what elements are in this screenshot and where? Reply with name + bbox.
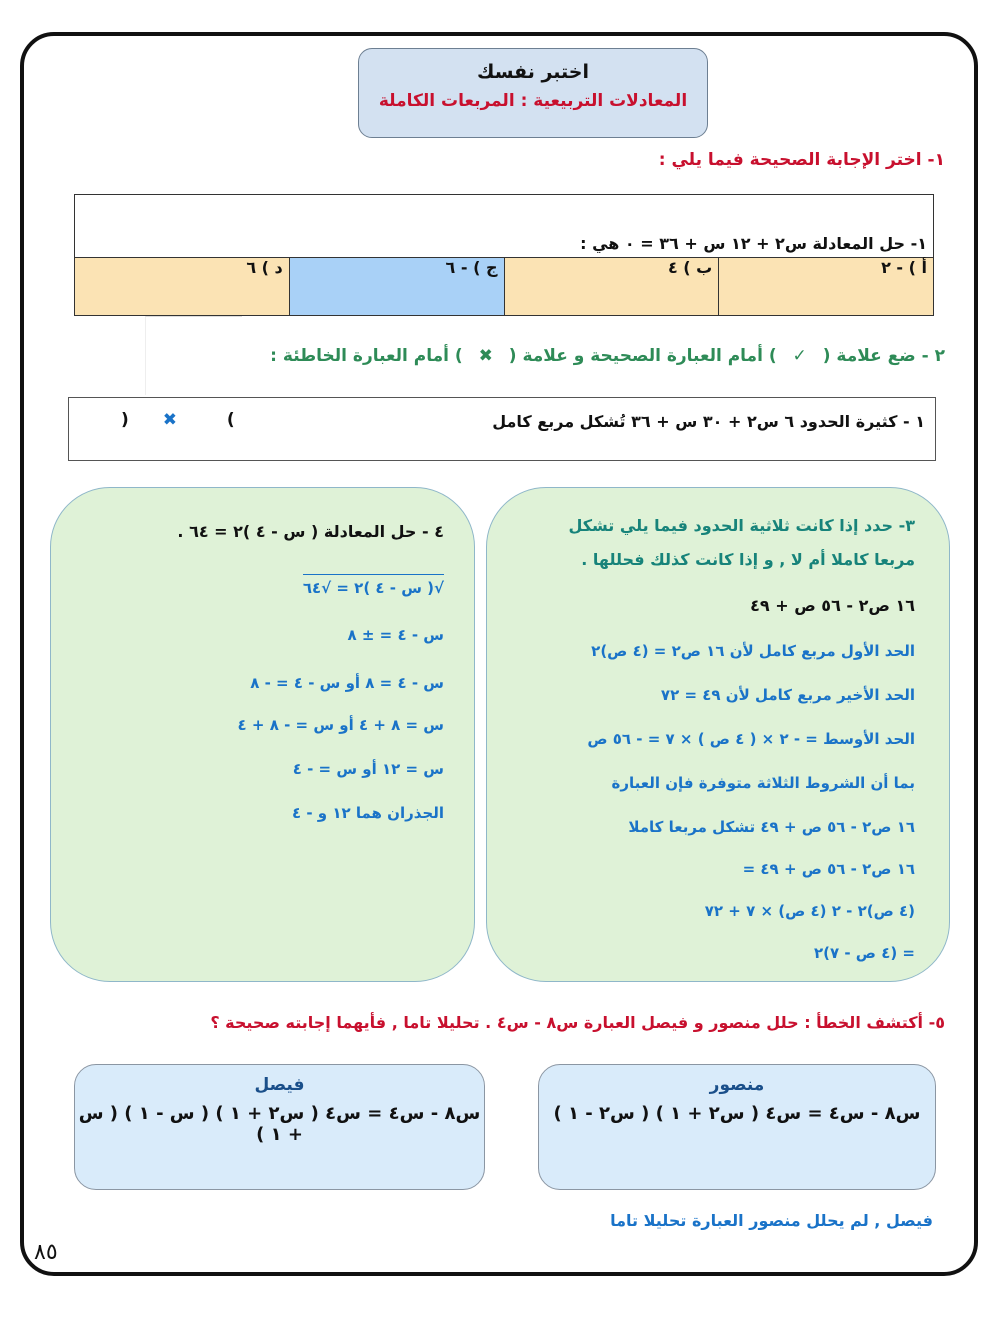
q3-heading-line2: مربعا كاملا أم لا , و إذا كانت كذلك فحللها . (581, 550, 915, 569)
check-mark-icon: ✓ (792, 346, 807, 366)
q3-step: الحد الأول مربع كامل لأن ١٦ ص٢ = (٤ ص)٢ (591, 642, 915, 660)
q4-heading: ٤ - حل المعادلة ( س - ٤ )٢ = ٦٤ . (177, 522, 444, 541)
q4-box (50, 487, 475, 982)
q3-step: = (٤ ص - ٧)٢ (813, 944, 915, 962)
q2-answer-close: ) (121, 410, 129, 430)
q1-heading: ١- اختر الإجابة الصحيحة فيما يلي : (658, 150, 945, 170)
q3-step: بما أن الشروط الثلاثة متوفرة فإن العبارة (611, 774, 915, 792)
q4-step: س - ٤ = ٨ أو س - ٤ = - ٨ (250, 674, 444, 692)
q2-statement: ١ - كثيرة الحدود ٦ س٢ + ٣٠ س + ٣٦ تُشكل مربع كامل (492, 412, 925, 431)
page-title: اختبر نفسك (477, 61, 589, 83)
q2-heading-part3: ) أمام العبارة الخاطئة : (270, 346, 463, 366)
q2-answer-open: ( (226, 410, 235, 430)
page-number: ٨٥ (34, 1240, 58, 1265)
mansour-work: س٨ - س٤ = س٤ ( س٢ + ١ ) ( س٢ - ١ ) (553, 1103, 921, 1124)
q4-sqrt-step: √( س - ٤ )٢ = √٦٤ (303, 574, 444, 597)
q1-option-b[interactable]: ب ) ٤ (504, 258, 719, 316)
faisal-name: فيصل (254, 1075, 305, 1095)
blank-patch (145, 316, 242, 395)
q3-expression: ١٦ ص٢ - ٥٦ ص + ٤٩ (750, 596, 915, 615)
mansour-name: منصور (709, 1075, 765, 1095)
q2-answer (121, 410, 235, 430)
q2-answer-cross-icon: ✖ (162, 410, 177, 430)
q1-table (74, 194, 934, 316)
q4-step: س = ٨ + ٤ أو س = - ٨ + ٤ (237, 716, 444, 734)
title-box (358, 48, 708, 138)
page-subtitle: المعادلات التربيعية : المربعات الكاملة (378, 91, 688, 111)
faisal-card (74, 1064, 485, 1190)
q4-step: س - ٤ = ± ٨ (347, 626, 444, 644)
mansour-card (538, 1064, 936, 1190)
q3-box (486, 487, 950, 982)
faisal-work: س٨ - س٤ = س٤ ( س٢ + ١ ) ( س - ١ ) ( س + ١ ) (78, 1103, 481, 1145)
q3-heading-line1: ٣- حدد إذا كانت ثلاثية الحدود فيما يلي تشكل (568, 516, 915, 535)
q1-option-d[interactable]: د ) ٦ (75, 258, 290, 316)
q5-answer: فيصل , لم يحلل منصور العبارة تحليلا تاما (610, 1211, 933, 1230)
q4-roots: الجذران هما ١٢ و - ٤ (291, 804, 444, 822)
q1-option-a[interactable]: أ ) - ٢ (719, 258, 934, 316)
q3-step: الحد الأخير مربع كامل لأن ٤٩ = ٧٢ (660, 686, 915, 704)
q3-step: (٤ ص)٢ - ٢ (٤ ص) × ٧ + ٧٢ (704, 902, 915, 920)
q1-question-cell (75, 195, 934, 258)
q3-step: ١٦ ص٢ - ٥٦ ص + ٤٩ تشكل مربعا كاملا (628, 818, 915, 836)
q5-heading: ٥- أكتشف الخطأ : حلل منصور و فيصل العبارة س٨ - س٤ . تحليلا تاما , فأيهما إجابته صحيحة ؟ (210, 1013, 945, 1032)
q1-option-c[interactable]: ج ) - ٦ (289, 258, 504, 316)
q4-step: س = ١٢ أو س = - ٤ (292, 760, 444, 778)
q1-question: ١- حل المعادلة س٢ + ١٢ س + ٣٦ = ٠ هي : (580, 234, 927, 253)
q3-step: الحد الأوسط = - ٢ × ( ٤ ص ) × ٧ = - ٥٦ ص (587, 730, 915, 748)
q2-heading (270, 346, 945, 366)
cross-mark-icon: ✖ (478, 346, 493, 366)
q3-step: ١٦ ص٢ - ٥٦ ص + ٤٩ = (742, 860, 915, 878)
q2-statement-box (68, 397, 936, 461)
q2-heading-part2: ) أمام العبارة الصحيحة و علامة ( (508, 346, 777, 366)
q2-heading-part1: ٢ - ضع علامة ( (822, 346, 945, 366)
